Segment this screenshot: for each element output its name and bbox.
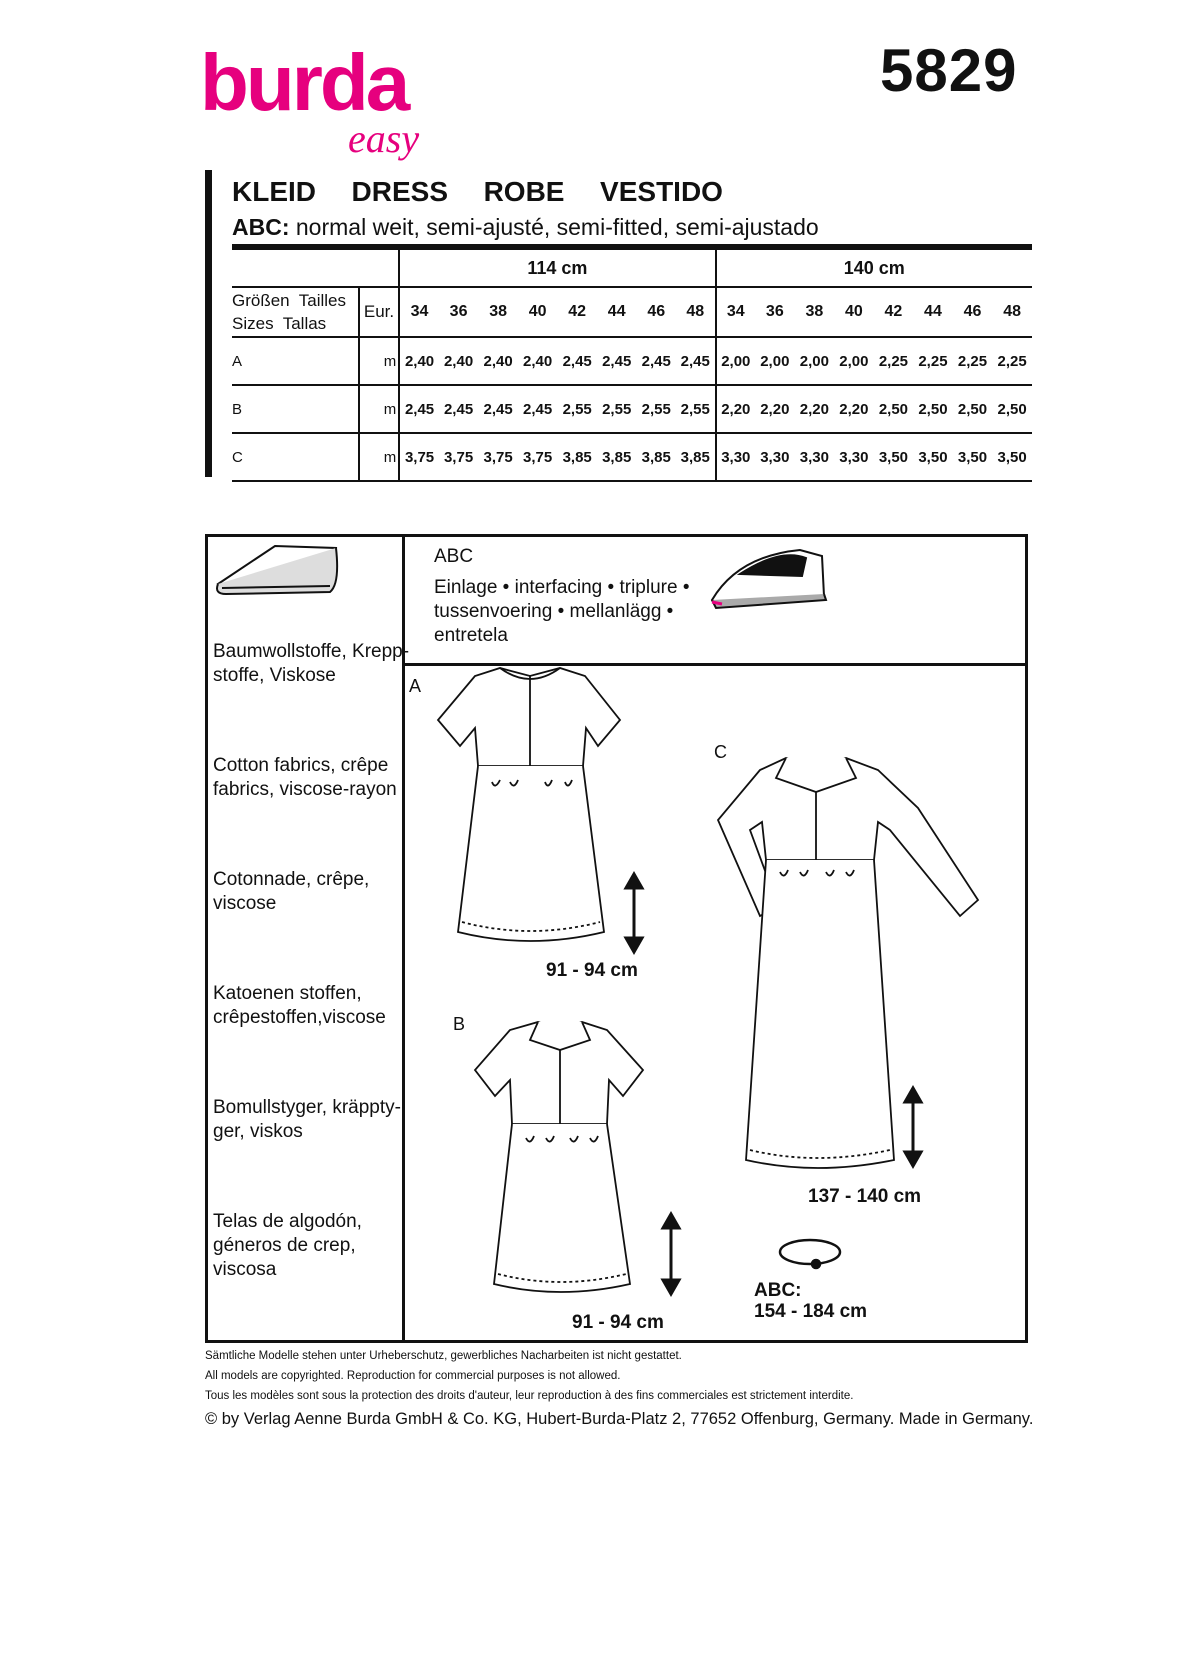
yardage-cell: 3,85 — [636, 433, 676, 481]
view-a-length: 91 - 94 cm — [546, 960, 638, 981]
yardage-cell: 2,50 — [913, 385, 953, 433]
belt-icon — [780, 1240, 840, 1268]
unit-cell: m — [359, 337, 400, 385]
view-c-label: C — [714, 742, 727, 762]
view-b-length: 91 - 94 cm — [572, 1312, 664, 1333]
yardage-cell: 2,45 — [557, 337, 597, 385]
size-label-line: Größen Tailles — [232, 291, 347, 310]
yardage-cell: 2,20 — [834, 385, 874, 433]
yardage-cell: 2,55 — [597, 385, 637, 433]
yardage-cell: 3,30 — [755, 433, 795, 481]
yardage-cell: 2,45 — [597, 337, 637, 385]
size-cell: 42 — [874, 287, 914, 337]
footer-fr: Tous les modèles sont sous la protection des droits d'auteur, leur reproduction à des fins commerciales est strictement interdite. — [205, 1390, 854, 1402]
yardage-cell: 2,25 — [874, 337, 914, 385]
fabric-nl: Katoenen stoffen, crêpestoffen,viscose — [213, 983, 386, 1028]
page-title: KLEID DRESS ROBE VESTIDO — [232, 176, 723, 207]
copyright: © by Verlag Aenne Burda GmbH & Co. KG, Hubert-Burda-Platz 2, 77652 Offenburg, Germany. Made in Germany. — [205, 1410, 1034, 1428]
view-cell: B — [232, 385, 359, 433]
fabric-width-0: 114 cm — [399, 247, 715, 287]
size-cell: 46 — [953, 287, 993, 337]
size-cell: 38 — [795, 287, 835, 337]
yardage-cell: 3,85 — [557, 433, 597, 481]
yardage-cell: 3,75 — [439, 433, 479, 481]
yardage-cell: 3,30 — [834, 433, 874, 481]
yardage-cell: 2,00 — [795, 337, 835, 385]
footer-de: Sämtliche Modelle stehen unter Urheberschutz, gewerbliches Nacharbeiten ist nicht gestattet. — [205, 1350, 682, 1362]
yardage-cell: 2,40 — [399, 337, 439, 385]
yardage-cell: 2,45 — [518, 385, 558, 433]
dress-c-drawing — [718, 758, 978, 1168]
yardage-cell: 2,40 — [478, 337, 518, 385]
fabric-fr: Cotonnade, crêpe, viscose — [213, 869, 370, 914]
size-cell: 34 — [399, 287, 439, 337]
yardage-cell: 3,75 — [399, 433, 439, 481]
yardage-cell: 3,50 — [913, 433, 953, 481]
yardage-cell: 2,20 — [795, 385, 835, 433]
yardage-cell: 2,25 — [913, 337, 953, 385]
dress-a-drawing — [438, 668, 620, 941]
size-cell: 36 — [439, 287, 479, 337]
yardage-cell: 2,00 — [834, 337, 874, 385]
size-cell: 38 — [478, 287, 518, 337]
view-b-label: B — [453, 1014, 466, 1034]
size-cell: 42 — [557, 287, 597, 337]
eur-label: Eur. — [359, 287, 400, 337]
view-cell: C — [232, 433, 359, 481]
view-a-label: A — [409, 676, 422, 696]
fabric-de: Baumwollstoffe, Krepp- stoffe, Viskose — [213, 641, 410, 686]
size-cell: 40 — [834, 287, 874, 337]
yardage-cell: 3,85 — [597, 433, 637, 481]
view-cell: A — [232, 337, 359, 385]
yardage-cell: 2,00 — [755, 337, 795, 385]
fabric-width-1: 140 cm — [716, 247, 1032, 287]
fit-description: ABC: normal weit, semi-ajusté, semi-fitted, semi-ajustado — [232, 214, 819, 240]
size-cell: 48 — [676, 287, 716, 337]
yardage-cell: 2,55 — [636, 385, 676, 433]
yardage-cell: 2,25 — [953, 337, 993, 385]
length-arrow-a — [626, 874, 642, 952]
yardage-cell: 2,40 — [518, 337, 558, 385]
yardage-cell: 3,50 — [953, 433, 993, 481]
yardage-cell: 2,45 — [478, 385, 518, 433]
size-cell: 34 — [716, 287, 756, 337]
yardage-cell: 3,75 — [518, 433, 558, 481]
size-cell: 46 — [636, 287, 676, 337]
yardage-cell: 2,45 — [636, 337, 676, 385]
yardage-cell: 2,20 — [755, 385, 795, 433]
fabric-bolt-icon — [217, 546, 337, 594]
yardage-cell: 2,20 — [716, 385, 756, 433]
fabric-en: Cotton fabrics, crêpe fabrics, viscose-rayon — [213, 755, 397, 800]
yardage-cell: 3,50 — [874, 433, 914, 481]
belt-length: ABC: 154 - 184 cm — [754, 1280, 868, 1322]
yardage-cell: 3,75 — [478, 433, 518, 481]
fabric-sv: Bomullstyger, kräppty- ger, viskos — [213, 1097, 401, 1142]
yardage-cell: 2,50 — [874, 385, 914, 433]
length-arrow-b — [663, 1214, 679, 1294]
footer-en: All models are copyrighted. Reproduction for commercial purposes is not allowed. — [205, 1370, 621, 1382]
dress-b-drawing — [475, 1022, 643, 1292]
yardage-cell: 3,30 — [716, 433, 756, 481]
yardage-cell: 3,85 — [676, 433, 716, 481]
brand-tagline: easy — [348, 116, 420, 161]
view-c-length: 137 - 140 cm — [808, 1186, 922, 1207]
yardage-cell: 2,50 — [953, 385, 993, 433]
size-cell: 36 — [755, 287, 795, 337]
size-cell: 44 — [597, 287, 637, 337]
length-arrow-c — [905, 1088, 921, 1166]
interfacing-heading: ABC — [434, 546, 474, 567]
yardage-cell: 2,55 — [557, 385, 597, 433]
yardage-cell: 2,45 — [676, 337, 716, 385]
yardage-cell: 3,30 — [795, 433, 835, 481]
unit-cell: m — [359, 385, 400, 433]
yardage-cell: 2,00 — [716, 337, 756, 385]
brand-name: burda — [200, 40, 408, 127]
pattern-number: 5829 — [880, 37, 1018, 104]
unit-cell: m — [359, 433, 400, 481]
yardage-cell: 2,40 — [439, 337, 479, 385]
size-label-line: Sizes Tallas — [232, 314, 327, 333]
yardage-cell: 2,55 — [676, 385, 716, 433]
yardage-cell: 2,45 — [439, 385, 479, 433]
yardage-cell: 2,25 — [992, 337, 1032, 385]
yardage-cell: 3,50 — [992, 433, 1032, 481]
iron-icon — [712, 550, 826, 608]
size-cell: 40 — [518, 287, 558, 337]
size-cell: 48 — [992, 287, 1032, 337]
yardage-cell: 2,50 — [992, 385, 1032, 433]
yardage-cell: 2,45 — [399, 385, 439, 433]
size-cell: 44 — [913, 287, 953, 337]
fabric-es: Telas de algodón, géneros de crep, viscosa — [213, 1211, 362, 1280]
interfacing-text: Einlage • interfacing • triplure • tussenvoering • mellanlägg • entretela — [434, 577, 690, 646]
